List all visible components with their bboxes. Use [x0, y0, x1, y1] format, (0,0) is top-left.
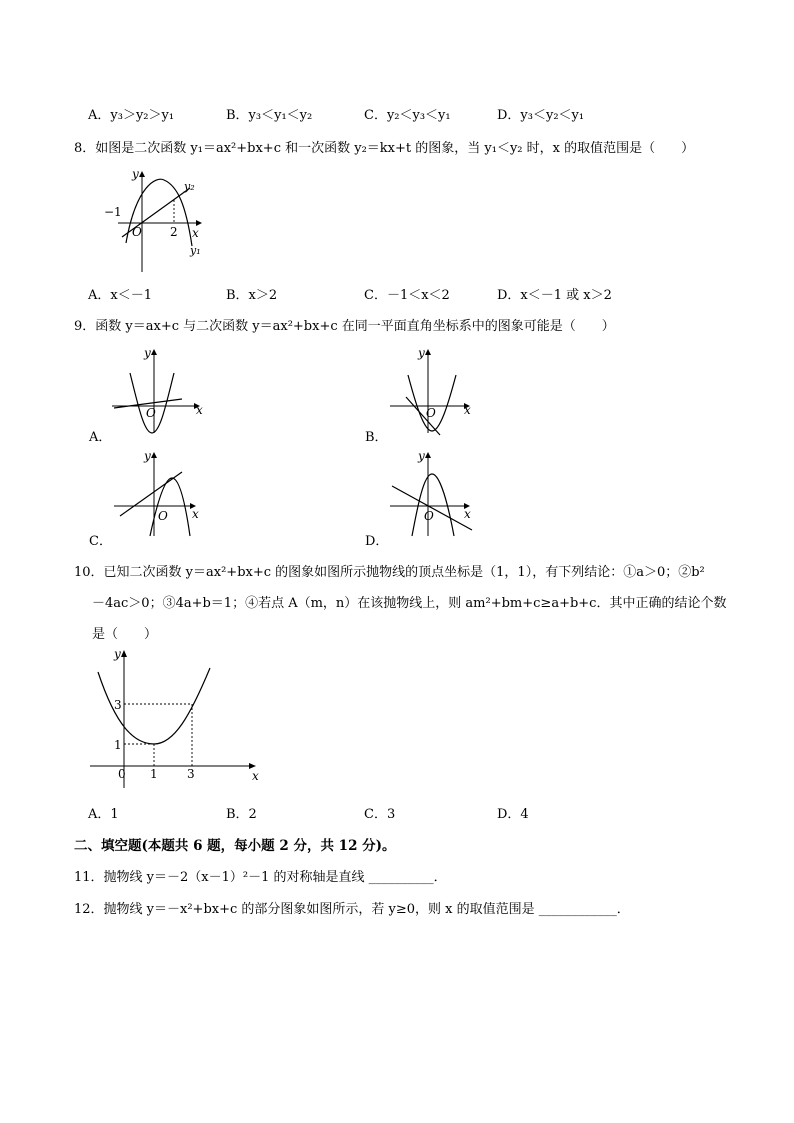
q9-graph-c [114, 448, 224, 538]
q10-option-c: C．3 [364, 807, 396, 822]
q8-label-2: 2 [170, 225, 178, 239]
q9-d-line [392, 486, 472, 530]
q9-b-parabola [408, 375, 456, 431]
svg-text:x: x [196, 403, 203, 417]
q7-option-d: D．y₃＜y₂＜y₁ [497, 108, 585, 123]
q8-label-minus1: −1 [104, 205, 122, 219]
q9-graph-d [388, 448, 498, 538]
q8-option-d: D．x＜－1 或 x＞2 [497, 288, 612, 303]
svg-text:O: O [158, 509, 168, 523]
svg-text:0: 0 [118, 767, 126, 781]
svg-text:O: O [426, 406, 436, 420]
q10-question-line1: 10．已知二次函数 y＝ax²+bx+c 的图象如图所示抛物线的顶点坐标是（1，1），有下列结论：①a＞0；②b² [74, 565, 705, 580]
svg-text:y: y [418, 449, 425, 463]
q9-graph-b [388, 345, 498, 435]
svg-text:1: 1 [114, 738, 122, 752]
q8-y-arrow [139, 171, 145, 177]
svg-text:y: y [418, 346, 425, 360]
q8-option-a: A．x＜－1 [88, 288, 152, 303]
q10-question-line3: 是（ ） [92, 627, 158, 642]
svg-text:x: x [464, 507, 471, 521]
q8-label-x: x [192, 226, 199, 240]
q10-option-a: A．1 [88, 807, 119, 822]
svg-text:y: y [144, 449, 151, 463]
svg-text:O: O [146, 406, 156, 420]
q9-c-line [120, 472, 182, 516]
q7-option-a: A．y₃＞y₂＞y₁ [88, 108, 175, 123]
q8-label-origin: O [132, 225, 142, 239]
q8-label-y: y [132, 167, 139, 181]
svg-text:3: 3 [114, 698, 122, 712]
q10-figure [86, 646, 266, 796]
svg-text:x: x [192, 507, 199, 521]
q9-graph-a [110, 345, 220, 435]
q9-option-b: B． [365, 430, 388, 445]
q10-option-d: D．4 [497, 807, 529, 822]
q10-option-b: B．2 [226, 807, 257, 822]
section-heading: 二、填空题(本题共 6 题，每小题 2 分，共 12 分)。 [74, 838, 396, 854]
q9-question-text: 9．函数 y＝ax+c 与二次函数 y＝ax²+bx+c 在同一平面直角坐标系中的图象可能是（ ） [74, 319, 615, 334]
q7-option-b: B．y₃＜y₁＜y₂ [226, 108, 313, 123]
q9-option-c: C． [89, 534, 112, 549]
q8-option-c: C．－1＜x＜2 [364, 288, 450, 303]
svg-text:y: y [114, 647, 121, 661]
svg-text:3: 3 [187, 767, 195, 781]
q9-option-a: A． [89, 430, 112, 445]
svg-text:y: y [144, 346, 151, 360]
svg-text:x: x [464, 403, 471, 417]
q9-option-d: D． [365, 534, 389, 549]
q8-question-text: 8．如图是二次函数 y₁＝ax²+bx+c 和一次函数 y₂＝kx+t 的图象，当 y₁＜y₂ 时，x 的取值范围是（ ） [74, 141, 695, 156]
q9-d-parabola [412, 474, 454, 536]
svg-text:x: x [252, 769, 259, 783]
svg-text:O: O [424, 509, 434, 523]
q10-question-line2: －4ac＞0；③4a+b＝1；④若点 A（m，n）在该抛物线上，则 am²+bm+c≥a+b+c．其中正确的结论个数 [92, 596, 727, 611]
q9-c-parabola [150, 478, 190, 536]
q11-question-text: 11．抛物线 y＝－2（x－1）²－1 的对称轴是直线 __________． [74, 870, 447, 885]
q8-label-y1: y₁ [190, 244, 201, 257]
svg-text:1: 1 [150, 767, 158, 781]
q8-figure [96, 166, 226, 276]
q8-label-y2: y₂ [184, 180, 195, 193]
q12-question-text: 12．抛物线 y＝－x²+bx+c 的部分图象如图所示，若 y≥0，则 x 的取值范围是 ____________． [74, 902, 630, 917]
q7-option-c: C．y₂＜y₃＜y₁ [364, 108, 451, 123]
q8-option-b: B．x＞2 [226, 288, 278, 303]
